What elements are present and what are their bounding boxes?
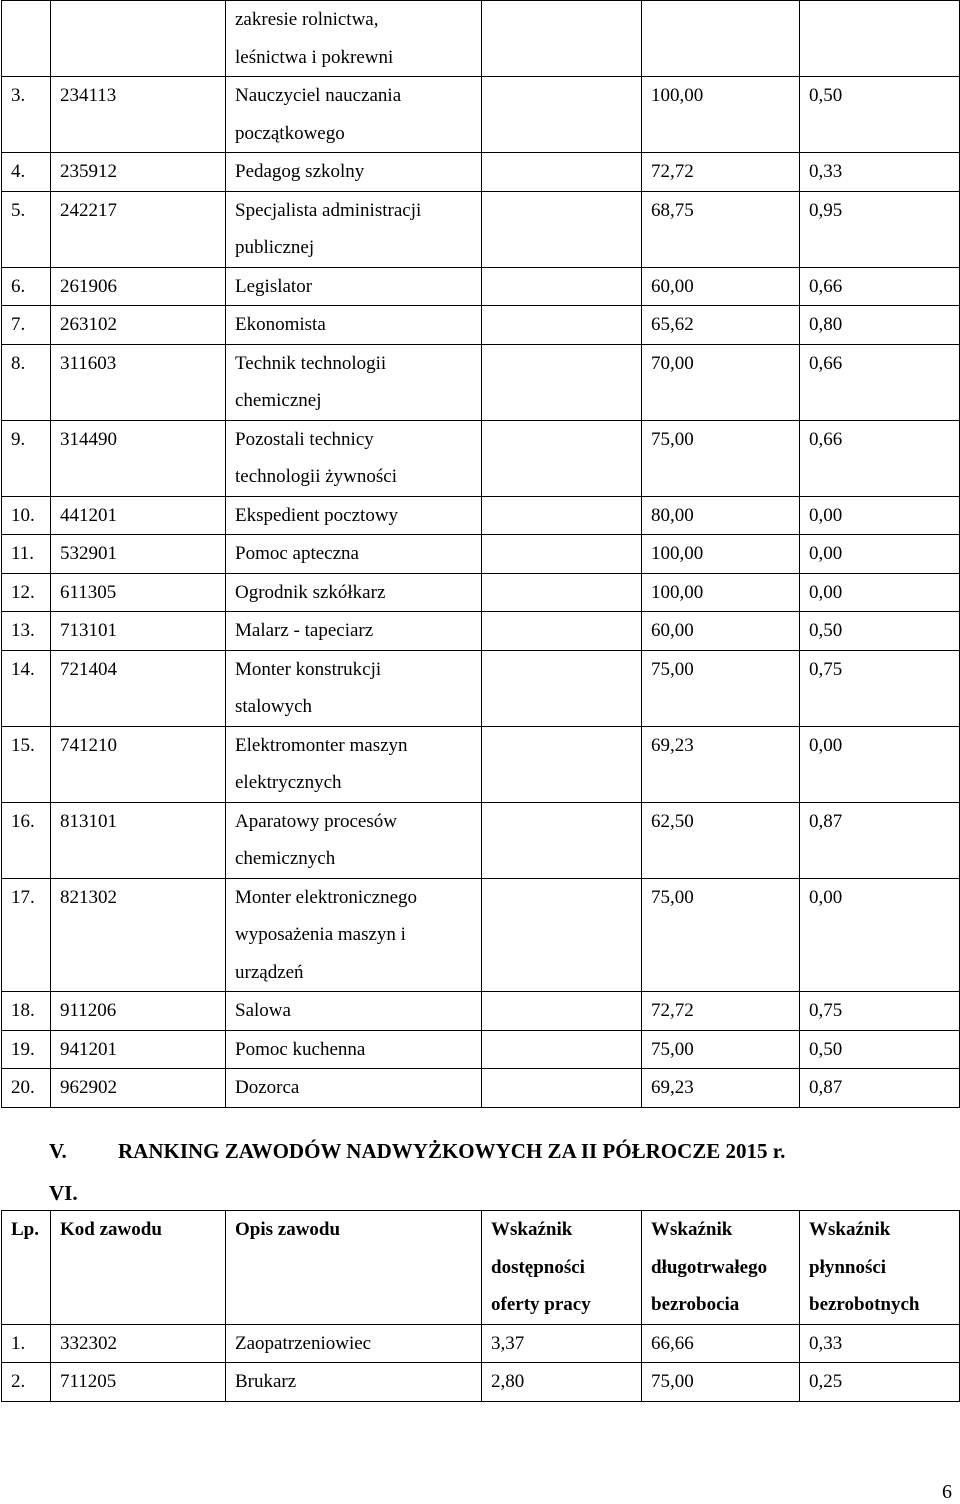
description-line: elektrycznych bbox=[235, 772, 342, 793]
cell-value-2: 0,00 bbox=[800, 496, 960, 535]
table-row bbox=[2, 1, 960, 77]
cell-value-2: 0,00 bbox=[800, 878, 960, 992]
cell-value-2: 0,75 bbox=[800, 650, 960, 726]
cell-value-2: 0,50 bbox=[800, 1030, 960, 1069]
cell-lp: 10. bbox=[2, 496, 51, 535]
cell-code: 821302 bbox=[51, 878, 226, 992]
cell-value-1: 72,72 bbox=[642, 992, 800, 1031]
cell-availability: 2,80 bbox=[482, 1363, 642, 1402]
header-liquidity-index bbox=[800, 1211, 960, 1325]
description-line: Ekonomista bbox=[235, 314, 326, 335]
table-row bbox=[2, 650, 960, 726]
description-line: publicznej bbox=[235, 237, 315, 258]
cell-value-1: 75,00 bbox=[642, 878, 800, 992]
cell-empty bbox=[482, 1069, 642, 1108]
cell-empty bbox=[482, 1, 642, 77]
cell-empty bbox=[482, 153, 642, 192]
cell-description bbox=[226, 1030, 482, 1069]
cell-lp: 17. bbox=[2, 878, 51, 992]
cell-empty bbox=[482, 535, 642, 574]
cell-lp: 16. bbox=[2, 802, 51, 878]
cell-empty bbox=[482, 726, 642, 802]
description-line: Monter elektronicznego bbox=[235, 886, 418, 908]
cell-value-1: 60,00 bbox=[642, 612, 800, 651]
cell-code: 911206 bbox=[51, 992, 226, 1031]
table-row bbox=[2, 267, 960, 306]
header-line: Wskaźnik bbox=[809, 1219, 891, 1240]
cell-description bbox=[226, 496, 482, 535]
description-line: Aparatowy procesów bbox=[235, 810, 397, 832]
cell-value-2: 0,50 bbox=[800, 612, 960, 651]
cell-code: 441201 bbox=[51, 496, 226, 535]
header-long-term-unemployment-index bbox=[642, 1211, 800, 1325]
table-row bbox=[2, 1363, 960, 1402]
cell-empty bbox=[482, 802, 642, 878]
header-line: Wskaźnik bbox=[491, 1219, 573, 1240]
cell-value-2: 0,66 bbox=[800, 344, 960, 420]
cell-lp: 11. bbox=[2, 535, 51, 574]
cell-code: 311603 bbox=[51, 344, 226, 420]
cell-code: 261906 bbox=[51, 267, 226, 306]
cell-value-2: 0,50 bbox=[800, 77, 960, 153]
cell-description bbox=[226, 267, 482, 306]
cell-lp: 13. bbox=[2, 612, 51, 651]
cell-value-1: 75,00 bbox=[642, 1030, 800, 1069]
cell-value-1: 70,00 bbox=[642, 344, 800, 420]
cell-empty bbox=[482, 1030, 642, 1069]
table-row bbox=[2, 191, 960, 267]
description-line: wyposażenia maszyn i bbox=[235, 924, 406, 945]
cell-description bbox=[226, 650, 482, 726]
description-line: Salowa bbox=[235, 1000, 291, 1021]
cell-description bbox=[226, 878, 482, 992]
cell-value-1: 80,00 bbox=[642, 496, 800, 535]
cell-lp: 8. bbox=[2, 344, 51, 420]
table-row bbox=[2, 726, 960, 802]
cell-lp: 19. bbox=[2, 1030, 51, 1069]
cell-description bbox=[226, 1, 482, 77]
cell-value-1: 100,00 bbox=[642, 77, 800, 153]
section-number-vi: VI. bbox=[49, 1181, 78, 1205]
cell-description bbox=[226, 992, 482, 1031]
cell-lp: 1. bbox=[2, 1324, 51, 1363]
cell-description bbox=[226, 612, 482, 651]
cell-code: 242217 bbox=[51, 191, 226, 267]
description-line: Nauczyciel nauczania bbox=[235, 85, 402, 106]
cell-code: 332302 bbox=[51, 1324, 226, 1363]
section-title-ranking: RANKING ZAWODÓW NADWYŻKOWYCH ZA II PÓŁROCZE 2015 r. bbox=[118, 1139, 786, 1163]
cell-empty bbox=[482, 650, 642, 726]
description-line: stalowych bbox=[235, 696, 313, 717]
cell-description bbox=[226, 726, 482, 802]
cell-description bbox=[226, 306, 482, 345]
cell-description bbox=[226, 77, 482, 153]
cell-code bbox=[51, 1, 226, 77]
cell-value-1: 60,00 bbox=[642, 267, 800, 306]
header-line: oferty pracy bbox=[491, 1294, 591, 1315]
cell-code: 611305 bbox=[51, 573, 226, 612]
header-line: płynności bbox=[809, 1256, 887, 1278]
cell-value-1 bbox=[642, 1, 800, 77]
cell-value-1: 68,75 bbox=[642, 191, 800, 267]
header-line: długotrwałego bbox=[651, 1256, 768, 1278]
cell-lp: 9. bbox=[2, 420, 51, 496]
cell-lp: 2. bbox=[2, 1363, 51, 1402]
table-row bbox=[2, 306, 960, 345]
description-line: Monter konstrukcji bbox=[235, 658, 382, 680]
cell-empty bbox=[482, 344, 642, 420]
cell-empty bbox=[482, 992, 642, 1031]
cell-liquidity: 0,25 bbox=[800, 1363, 960, 1402]
description-line: Pomoc apteczna bbox=[235, 543, 359, 564]
cell-code: 234113 bbox=[51, 77, 226, 153]
description-line: Dozorca bbox=[235, 1077, 300, 1098]
table-row bbox=[2, 802, 960, 878]
header-description: Opis zawodu bbox=[226, 1211, 482, 1325]
table-header-row bbox=[2, 1211, 960, 1325]
cell-value-1: 75,00 bbox=[642, 420, 800, 496]
cell-value-1: 65,62 bbox=[642, 306, 800, 345]
cell-code: 721404 bbox=[51, 650, 226, 726]
cell-lp: 5. bbox=[2, 191, 51, 267]
cell-description bbox=[226, 420, 482, 496]
table-row bbox=[2, 1069, 960, 1108]
cell-description: Zaopatrzeniowiec bbox=[226, 1324, 482, 1363]
cell-availability: 3,37 bbox=[482, 1324, 642, 1363]
cell-value-2: 0,00 bbox=[800, 535, 960, 574]
cell-description bbox=[226, 1069, 482, 1108]
table-row bbox=[2, 1324, 960, 1363]
table-row bbox=[2, 535, 960, 574]
description-line: chemicznych bbox=[235, 848, 336, 869]
header-line: Wskaźnik bbox=[651, 1219, 733, 1240]
cell-lp: 4. bbox=[2, 153, 51, 192]
table-row bbox=[2, 1030, 960, 1069]
table-row bbox=[2, 992, 960, 1031]
description-line: Ekspedient pocztowy bbox=[235, 504, 399, 526]
cell-liquidity: 0,33 bbox=[800, 1324, 960, 1363]
cell-lp: 3. bbox=[2, 77, 51, 153]
cell-lp: 6. bbox=[2, 267, 51, 306]
description-line: Elektromonter maszyn bbox=[235, 734, 408, 756]
occupations-table-continued bbox=[1, 0, 960, 1108]
cell-code: 962902 bbox=[51, 1069, 226, 1108]
cell-lp: 14. bbox=[2, 650, 51, 726]
description-line: zakresie rolnictwa, bbox=[235, 9, 379, 30]
header-code: Kod zawodu bbox=[51, 1211, 226, 1325]
cell-code: 314490 bbox=[51, 420, 226, 496]
cell-code: 235912 bbox=[51, 153, 226, 192]
description-line: Malarz - tapeciarz bbox=[235, 620, 374, 641]
table-row bbox=[2, 612, 960, 651]
cell-code: 941201 bbox=[51, 1030, 226, 1069]
cell-value-2: 0,95 bbox=[800, 191, 960, 267]
cell-empty bbox=[482, 573, 642, 612]
cell-code: 532901 bbox=[51, 535, 226, 574]
cell-value-1: 69,23 bbox=[642, 726, 800, 802]
header-line: bezrobotnych bbox=[809, 1294, 920, 1315]
table-row bbox=[2, 420, 960, 496]
cell-lp: 18. bbox=[2, 992, 51, 1031]
description-line: Ogrodnik szkółkarz bbox=[235, 581, 386, 603]
cell-value-2: 0,80 bbox=[800, 306, 960, 345]
cell-empty bbox=[482, 420, 642, 496]
table-row bbox=[2, 77, 960, 153]
page-number: 6 bbox=[942, 1481, 952, 1503]
cell-lp bbox=[2, 1, 51, 77]
description-line: technologii żywności bbox=[235, 466, 397, 487]
cell-description bbox=[226, 573, 482, 612]
cell-code: 711205 bbox=[51, 1363, 226, 1402]
description-line: chemicznej bbox=[235, 390, 322, 411]
cell-code: 813101 bbox=[51, 802, 226, 878]
cell-description bbox=[226, 802, 482, 878]
cell-description bbox=[226, 153, 482, 192]
header-line: bezrobocia bbox=[651, 1294, 740, 1315]
description-line: Technik technologii bbox=[235, 352, 387, 374]
cell-value-1: 72,72 bbox=[642, 153, 800, 192]
description-line: urządzeń bbox=[235, 961, 304, 983]
cell-value-1: 100,00 bbox=[642, 573, 800, 612]
cell-code: 741210 bbox=[51, 726, 226, 802]
cell-description bbox=[226, 344, 482, 420]
section-number-v: V. bbox=[49, 1139, 67, 1163]
cell-lp: 7. bbox=[2, 306, 51, 345]
cell-empty bbox=[482, 496, 642, 535]
cell-value-1: 100,00 bbox=[642, 535, 800, 574]
cell-value-2: 0,87 bbox=[800, 1069, 960, 1108]
cell-description: Brukarz bbox=[226, 1363, 482, 1402]
cell-empty bbox=[482, 77, 642, 153]
header-availability-index bbox=[482, 1211, 642, 1325]
cell-empty bbox=[482, 306, 642, 345]
table-row bbox=[2, 496, 960, 535]
cell-lp: 15. bbox=[2, 726, 51, 802]
header-lp: Lp. bbox=[2, 1211, 51, 1325]
cell-value-1: 62,50 bbox=[642, 802, 800, 878]
description-line: leśnictwa i pokrewni bbox=[235, 46, 394, 68]
surplus-occupations-table bbox=[1, 1210, 960, 1402]
table-row bbox=[2, 878, 960, 992]
cell-value-2: 0,00 bbox=[800, 573, 960, 612]
cell-long-term: 66,66 bbox=[642, 1324, 800, 1363]
table-row bbox=[2, 153, 960, 192]
cell-value-2: 0,75 bbox=[800, 992, 960, 1031]
cell-lp: 20. bbox=[2, 1069, 51, 1108]
cell-long-term: 75,00 bbox=[642, 1363, 800, 1402]
description-line: Specjalista administracji bbox=[235, 199, 422, 221]
description-line: Pedagog szkolny bbox=[235, 161, 365, 182]
cell-code: 263102 bbox=[51, 306, 226, 345]
table-row bbox=[2, 344, 960, 420]
description-line: Legislator bbox=[235, 275, 313, 297]
cell-empty bbox=[482, 612, 642, 651]
cell-value-2: 0,66 bbox=[800, 267, 960, 306]
cell-description bbox=[226, 535, 482, 574]
cell-empty bbox=[482, 191, 642, 267]
cell-lp: 12. bbox=[2, 573, 51, 612]
description-line: Pozostali technicy bbox=[235, 428, 374, 450]
header-line: dostępności bbox=[491, 1256, 585, 1278]
cell-value-1: 69,23 bbox=[642, 1069, 800, 1108]
cell-value-2: 0,33 bbox=[800, 153, 960, 192]
cell-value-1: 75,00 bbox=[642, 650, 800, 726]
cell-code: 713101 bbox=[51, 612, 226, 651]
cell-empty bbox=[482, 267, 642, 306]
table-row bbox=[2, 573, 960, 612]
description-line: Pomoc kuchenna bbox=[235, 1038, 366, 1060]
cell-value-2: 0,66 bbox=[800, 420, 960, 496]
cell-value-2: 0,87 bbox=[800, 802, 960, 878]
description-line: początkowego bbox=[235, 122, 345, 144]
cell-description bbox=[226, 191, 482, 267]
cell-value-2 bbox=[800, 1, 960, 77]
cell-empty bbox=[482, 878, 642, 992]
cell-value-2: 0,00 bbox=[800, 726, 960, 802]
